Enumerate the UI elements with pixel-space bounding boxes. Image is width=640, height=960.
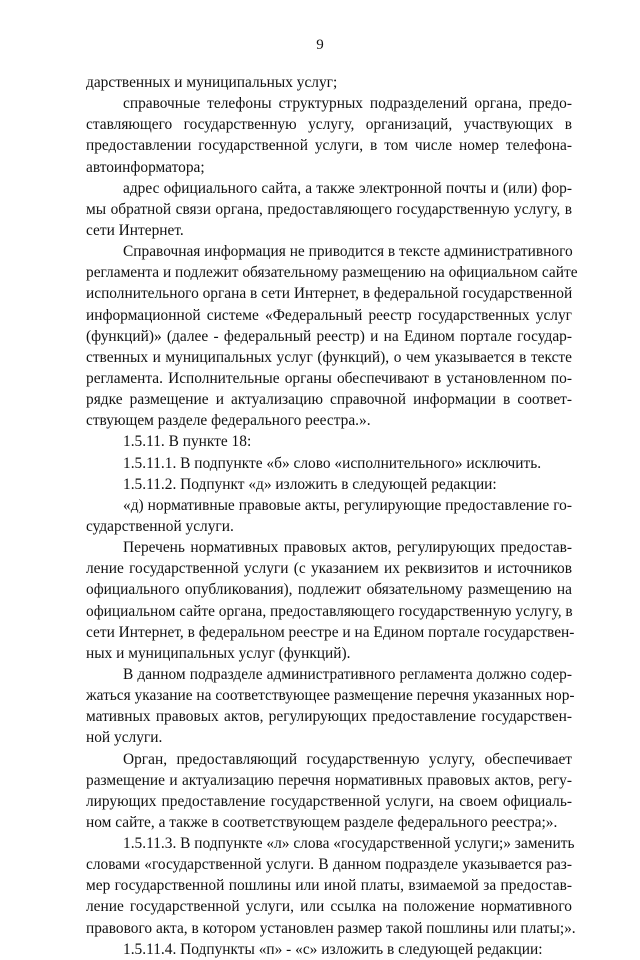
text-line: Орган, предоставляющий государственную услугу, обеспечивает: [123, 750, 572, 768]
text-line: мер государственной пошлины или иной платы, взимаемой за предостав-: [86, 877, 572, 895]
text-line: ном сайте, а также в соответствующем разделе федерального реестра;».: [86, 813, 558, 831]
text-line: 1.5.11.1. В подпункте «б» слово «исполнительного» исключить.: [123, 454, 542, 472]
text-line: «д) нормативные правовые акты, регулирующие предоставление го-: [123, 496, 572, 514]
text-line: ствующем разделе федерального реестра.».: [86, 412, 371, 430]
text-line: 1.5.11.2. Подпункт «д» изложить в следующей редакции:: [123, 475, 497, 493]
text-line: В данном подразделе административного регламента должно содер-: [123, 665, 572, 683]
text-line: официальном сайте органа, предоставляющего государственную услугу, в: [86, 602, 573, 620]
text-line: 1.5.11. В пункте 18:: [123, 433, 252, 451]
text-line: регламента. Исполнительные органы обеспечивают в установленном по-: [86, 369, 572, 387]
text-line: лирующих предоставление государственной услуги, на своем официаль-: [86, 792, 572, 810]
text-line: дарственных и муниципальных услуг;: [86, 74, 338, 91]
text-line: правового акта, в котором установлен размер такой пошлины или платы;».: [86, 919, 576, 937]
text-line: справочные телефоны структурных подразделений органа, предо-: [123, 95, 572, 113]
page-number: 9: [316, 37, 324, 53]
text-line: ной услуги.: [86, 729, 163, 747]
text-line: ление государственной услуги (с указанием их реквизитов и источников: [86, 560, 572, 578]
document-body: [86, 72, 578, 960]
text-line: мативных правовых актов, регулирующих предоставление государствен-: [86, 708, 572, 726]
text-line: сети Интернет.: [86, 221, 184, 239]
text-line: 1.5.11.3. В подпункте «л» слова «государственной услуги;» заменить: [123, 835, 575, 853]
text-line: Справочная информация не приводится в тексте административного: [123, 243, 573, 261]
text-line: словами «государственной услуги. В данном подразделе указывается раз-: [86, 856, 572, 874]
text-line: ных и муниципальных услуг (функций).: [86, 644, 351, 662]
text-line: Перечень нормативных правовых актов, регулирующих предостав-: [123, 539, 572, 557]
text-line: рядке размещение и актуализацию справочной информации в соответ-: [86, 391, 572, 409]
text-line: информационной системе «Федеральный реестр государственных услуг: [86, 306, 572, 324]
text-line: сударственной услуги.: [86, 517, 234, 535]
text-line: исполнительного органа в сети Интернет, в федеральной государственной: [86, 285, 573, 303]
text-line: ственных и муниципальных услуг (функций), о чем указывается в тексте: [86, 348, 572, 366]
text-line: жаться указание на соответствующее размещение перечня указанных нор-: [86, 687, 575, 705]
text-line: предоставлении государственной услуги, в том числе номер телефона-: [86, 137, 572, 155]
text-line: ставляющего государственную услугу, организаций, участвующих в: [86, 116, 572, 134]
text-line: ление государственной услуги, или ссылка на положение нормативного: [86, 898, 572, 916]
text-line: (функций)» (далее - федеральный реестр) и на Едином портале государ-: [86, 327, 572, 345]
text-line: размещение и актуализацию перечня нормативных правовых актов, регу-: [86, 771, 572, 789]
text-line: адрес официального сайта, а также электронной почты и (или) фор-: [123, 179, 572, 197]
text-line: регламента и подлежит обязательному размещению на официальном сайте: [86, 264, 578, 282]
text-line: официального опубликования), подлежит обязательному размещению на: [86, 581, 572, 599]
text-line: 1.5.11.4. Подпункты «п» - «с» изложить в следующей редакции:: [123, 940, 543, 958]
text-line: автоинформатора;: [86, 158, 205, 176]
text-line: мы обратной связи органа, предоставляющего государственную услугу, в: [86, 200, 572, 218]
text-line: сети Интернет, в федеральном реестре и на Едином портале государствен-: [86, 623, 575, 641]
